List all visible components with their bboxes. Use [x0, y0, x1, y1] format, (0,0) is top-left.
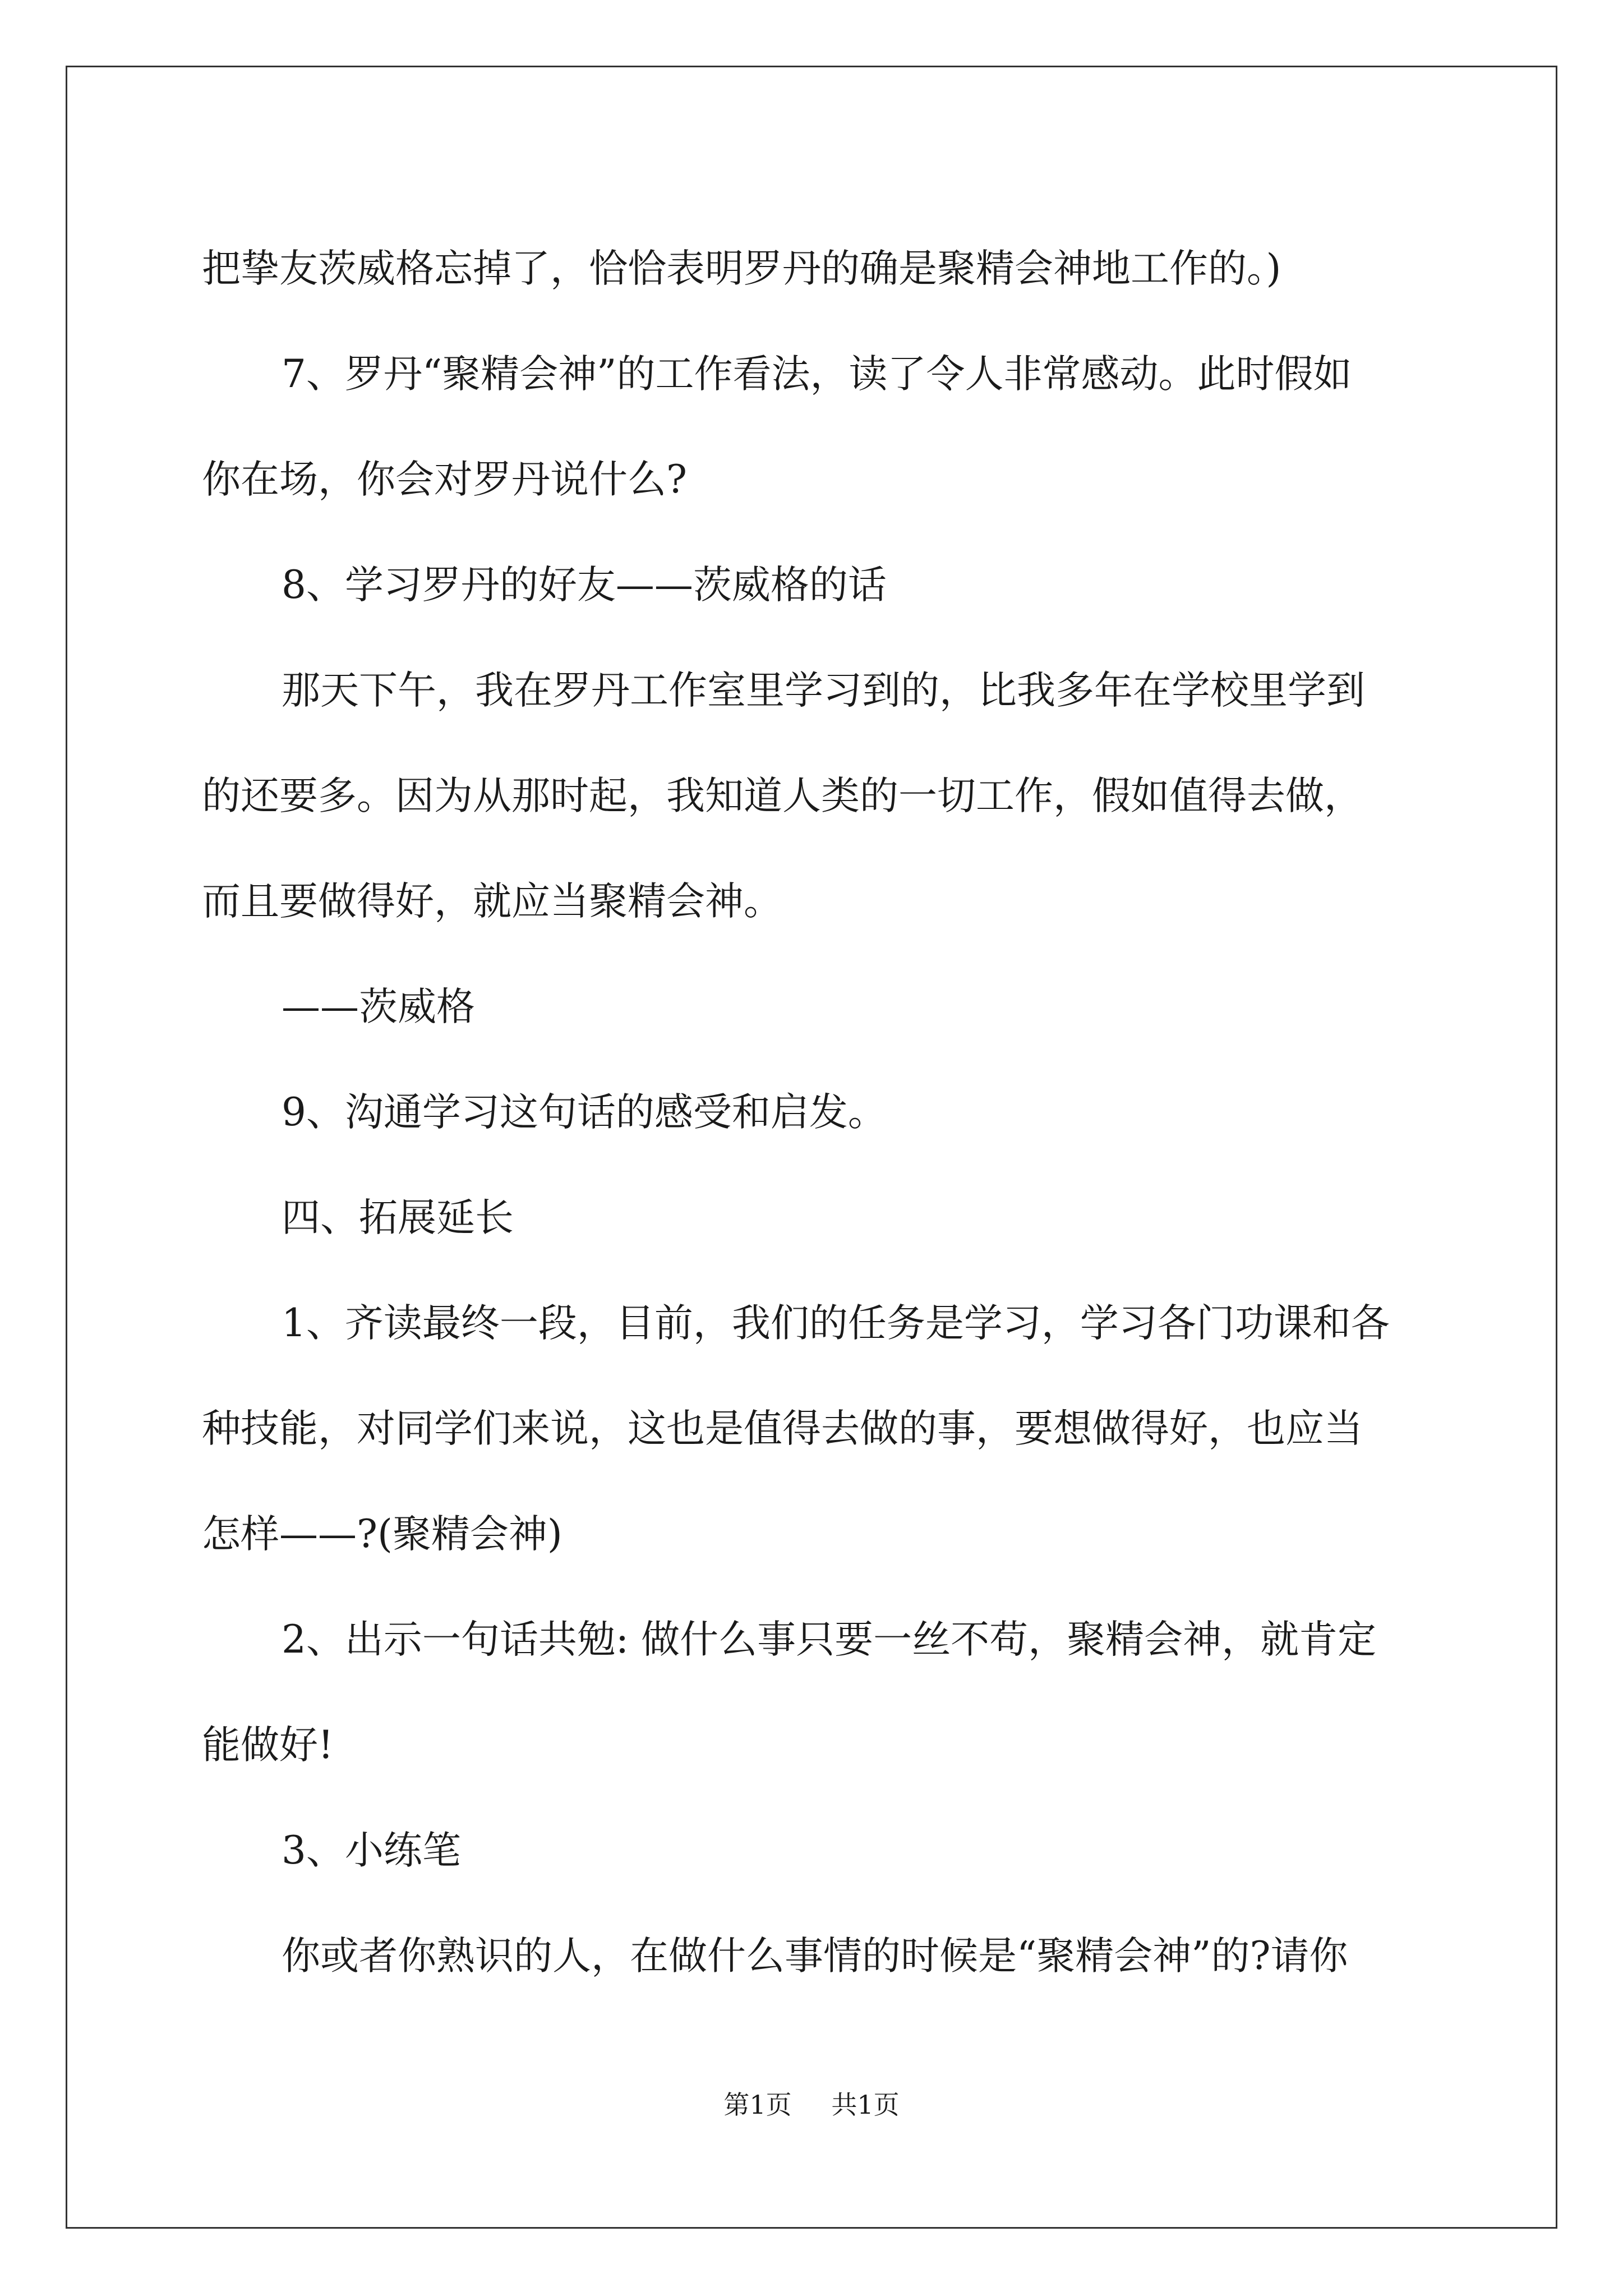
- text-line: 1、齐读最终一段，目前，我们的任务是学习，学习各门功课和各: [282, 1301, 1390, 1346]
- text-line: 的还要多。因为从那时起，我知道人类的一切工作，假如值得去做，: [202, 774, 1363, 818]
- text-line: 7、罗丹“聚精会神”的工作看法，读了令人非常感动。此时假如: [282, 352, 1352, 397]
- text-line: 把挚友茨威格忘掉了，恰恰表明罗丹的确是聚精会神地工作的。): [202, 246, 1281, 291]
- document-body: [202, 216, 1427, 2009]
- page-number: 第1页: [723, 2090, 792, 2120]
- text-line: 怎样——?(聚精会神): [202, 1512, 562, 1557]
- text-line: 而且要做得好，就应当聚精会神。: [202, 879, 782, 924]
- quote-attribution: ——茨威格: [282, 984, 475, 1029]
- text-line: 3、小练笔: [282, 1828, 461, 1873]
- text-line: 9、沟通学习这句话的感受和启发。: [282, 1090, 887, 1135]
- text-line: 你或者你熟识的人，在做什么事情的时候是“聚精会神”的?请你: [282, 1934, 1348, 1978]
- text-line: 2、出示一句话共勉: 做什么事只要一丝不苟，聚精会神，就肯定: [282, 1617, 1377, 1662]
- text-line: 种技能，对同学们来说，这也是值得去做的事，要想做得好，也应当: [202, 1406, 1363, 1451]
- page-footer: [0, 2085, 1623, 2122]
- section-heading: 四、拓展延长: [282, 1195, 514, 1240]
- text-line: 能做好!: [202, 1723, 334, 1768]
- text-line: 8、学习罗丹的好友——茨威格的话: [282, 563, 887, 608]
- page-total: 共1页: [831, 2090, 900, 2120]
- text-line: 你在场，你会对罗丹说什么?: [202, 457, 687, 502]
- text-line: 那天下午，我在罗丹工作室里学习到的，比我多年在学校里学到: [282, 668, 1365, 713]
